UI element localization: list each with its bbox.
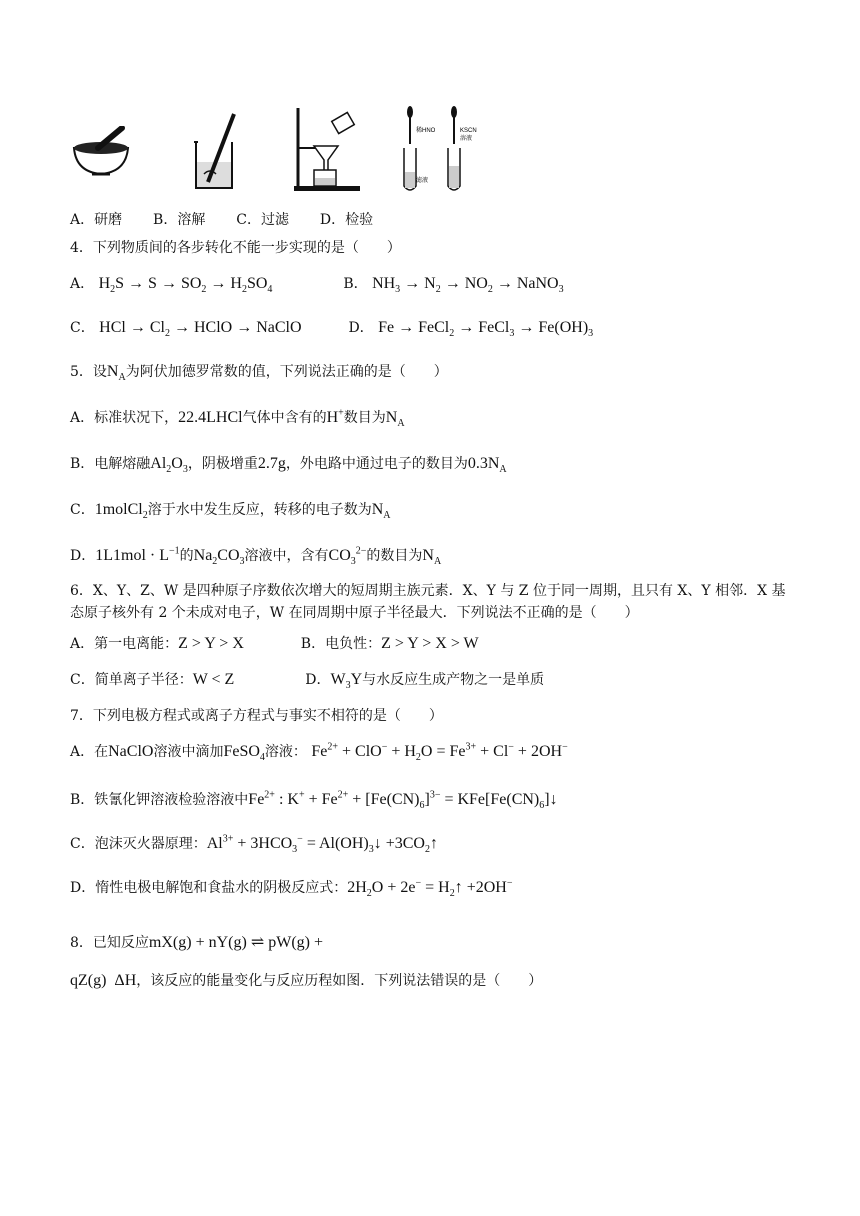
q5-d-mid2: 溶液中，含有 <box>244 548 329 564</box>
q5-b-mass: 2.7g <box>257 455 286 472</box>
q7-a-pre: A．在 <box>70 744 109 760</box>
q4-stem: 4．下列物质间的各步转化不能一步实现的是（ ） <box>70 240 401 256</box>
q7-option-b <box>70 790 558 810</box>
q5-a-ion: H+ <box>326 407 344 426</box>
q5-b-post: ，外电路中通过电子的数目为 <box>285 456 468 472</box>
q4-b-label: B． <box>343 276 368 292</box>
q7-a-reagent1: NaClO <box>108 743 154 760</box>
q6-a-value: Z > Y > X <box>178 635 244 652</box>
q4-d-equation: Fe → FeCl$_2$ → FeCl$_3$ → $Fe(OH)_3$ <box>378 319 594 340</box>
q5-d-mid: 的 <box>179 548 194 564</box>
q6-d-post: 与水反应生成产物之一是单质 <box>362 672 545 688</box>
q5-b-formula: $Al_2O_3$ <box>150 455 188 476</box>
q7-b-equation: $Fe^{2+}$ : $K^+ + Fe^{2+} + [Fe(CN)_6]^{3-}$ = $KFe[Fe(CN)_6]↓$ <box>248 789 558 812</box>
tube-label: 滤液 <box>416 178 429 184</box>
q5-a-volume: 22.4LHCl <box>178 409 243 426</box>
q7-a-reagent2: FeSO$_4$ <box>223 743 265 764</box>
q7-option-a <box>70 742 568 762</box>
q5-b-pre: B．电解熔融 <box>70 456 151 472</box>
q5-d-pre: D． <box>70 548 96 564</box>
q7-c-pre: C．泡沫灭火器原理： <box>70 836 207 852</box>
q5-stem <box>70 362 448 382</box>
q5-a-mid: 气体中含有的 <box>242 410 327 426</box>
q5-option-c <box>70 500 391 520</box>
filtration-stand-icon <box>294 106 364 192</box>
q6-b-value: Z > Y > X > W <box>381 635 479 652</box>
q8-stem-line1 <box>70 924 798 1000</box>
q6-options-ab <box>70 634 479 654</box>
test-tubes-dropper-icon <box>402 104 492 194</box>
q5-b-value: $0.3N_A$ <box>467 455 507 476</box>
q4-a-equation: $H_2S \to S \to SO_2 \to H_2SO_4$ <box>98 275 273 296</box>
q5-c-na: $N_A$ <box>371 501 391 522</box>
beaker-stir-rod-icon <box>192 112 240 192</box>
caption-b: B．溶解 <box>153 212 206 228</box>
q4-options-ab <box>70 274 564 294</box>
reagent-label-2: KSCN <box>460 128 477 134</box>
q7-d-pre: D．惰性电极电解饱和食盐水的阴极反应式： <box>70 880 348 896</box>
q7-stem: 7．下列电极方程式或离子方程式与事实不相符的是（ ） <box>70 708 443 724</box>
q7-d-equation: $2H_2O + 2e^-$ = $H_2↑ +2OH^-$ <box>347 877 513 900</box>
q5-b-mid: ，阴极增重 <box>187 456 258 472</box>
q6-a-label: A．第一电离能： <box>70 636 179 652</box>
q4-c-equation: HCl → $Cl_2$ → HClO → NaClO <box>99 319 302 340</box>
q7-a-post: 溶液： <box>264 744 307 760</box>
q4-d-label: D． <box>348 320 374 336</box>
q5-stem-pre: 5．设 <box>70 364 107 380</box>
q7-a-mid: 溶液中滴加 <box>153 744 224 760</box>
q6-d-label: D． <box>305 672 331 688</box>
q8-equation: mX(g) + nY(g) ⇌ pW(g) + qZ(g) ΔH <box>70 934 323 989</box>
q5-option-d <box>70 546 441 566</box>
q5-d-salt: $Na_2CO_3$ <box>193 547 245 568</box>
q7-option-d <box>70 878 512 898</box>
q4-c-label: C． <box>70 320 95 336</box>
q6-d-formula: $W_3Y$ <box>330 671 363 692</box>
q4-a-label: A． <box>70 276 95 292</box>
mortar-pestle-icon <box>70 126 132 178</box>
q5-option-a <box>70 408 405 428</box>
reagent-label-1: 稀HNO <box>416 128 436 134</box>
q5-a-pre: A．标准状况下， <box>70 410 179 426</box>
q5-a-na: $N_A$ <box>385 409 405 430</box>
q5-d-post: 的数目为 <box>366 548 423 564</box>
q8-stem-pre: 8．已知反应 <box>70 935 149 951</box>
q5-a-post: 数目为 <box>343 410 386 426</box>
caption-c: C．过滤 <box>236 212 289 228</box>
q6-c-value: W < Z <box>192 671 235 688</box>
figure-captions <box>70 210 373 230</box>
q5-stem-post: 为阿伏加德罗常数的值，下列说法正确的是（ ） <box>125 364 448 380</box>
q4-b-equation: $NH_3 \to N_2 \to NO_2$ → NaNO$_3$ <box>372 275 564 296</box>
apparatus-figures <box>70 104 490 194</box>
q5-d-conc: $1L1mol \cdot L^{-1}$ <box>95 545 180 564</box>
q6-b-label: B．电负性： <box>300 636 382 652</box>
q7-a-equation: $Fe^{2+} + ClO^- + H_2O = Fe^{3+} + Cl^- + 2OH^-$ <box>311 741 568 764</box>
caption-a: A．研磨 <box>70 212 123 228</box>
reagent-label-2b: 溶液 <box>460 136 473 142</box>
na-symbol: $N_A$ <box>106 363 126 384</box>
q5-c-post: 溶于水中发生反应，转移的电子数为 <box>147 502 372 518</box>
q5-d-ion: $CO_3^{2-}$ <box>328 545 367 568</box>
q5-c-pre: C． <box>70 502 95 518</box>
q7-b-pre: B．铁氰化钾溶液检验溶液中 <box>70 792 249 808</box>
q5-option-b <box>70 454 507 474</box>
q5-d-na: $N_A$ <box>422 547 442 568</box>
q7-option-c <box>70 834 438 854</box>
q8-stem-post: ，该反应的能量变化与反应历程如图．下列说法错误的是（ ） <box>136 973 543 989</box>
q6-c-label: C．简单离子半径： <box>70 672 193 688</box>
caption-d: D．检验 <box>319 212 374 228</box>
q6-stem: 6．X、Y、Z、W 是四种原子序数依次增大的短周期主族元素．X、Y 与 Z 位于同一周期，且只有 X、Y 相邻．X 基态原子核外有 2 个未成对电子，W 在同周期中原子半径最大．下列说法不正确的是（ ） <box>70 583 786 621</box>
q5-c-formula: 1molCl$_2$ <box>94 501 148 522</box>
q7-c-equation: $Al^{3+} + 3HCO_3^-$ = $Al(OH)_3↓$ $+3CO_2↑$ <box>206 833 438 856</box>
q4-options-cd <box>70 318 593 338</box>
q6-options-cd <box>70 670 544 690</box>
